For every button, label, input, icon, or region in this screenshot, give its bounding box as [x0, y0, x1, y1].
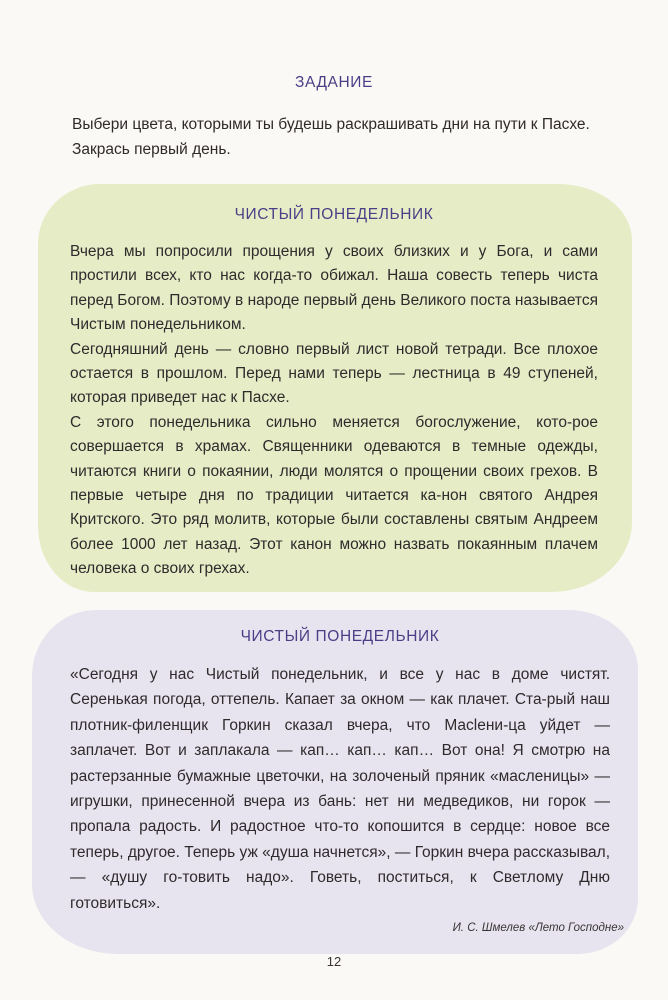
- clean-monday-info-block: [38, 184, 632, 592]
- clean-monday-quote-block: [32, 610, 638, 954]
- clean-monday-paragraph-3: С этого понедельника сильно меняется богослужение, кото-рое совершается в храмах. Священники одеваются в темные одежды, читаются книги о покаянии, люди молятся о прощении своих грехов. В первые четыре дня по традиции читается ка-нон святого Андрея Критского. Это ряд молитв, которые были составлены святым Андреем более 1000 лет назад. Этот канон можно назвать покаянным плачем человека о своих грехах.: [70, 413, 598, 578]
- quote-text: «Сегодня у нас Чистый понедельник, и все у нас в доме чистят. Серенькая погода, оттепель. Капает за окном — как плачет. Ста-рый наш плотник-филенщик Горкин сказал вчера, что Масleни-ца уйдет — заплачет. Вот и заплакала — кап… кап… кап… Вот она! Я смотрю на растерзанные бумажные цветочки, на золоченый пряник «масленицы» — игрушки, принесенной вчера из бань: нет ни медведиков, ни горок — пропала радость. И радостное что-то копошится в сердце: новое все теперь, другое. Теперь уж «душа начнется», — Горкин вчера рассказывал, — «душу го-товить надо». Говеть, поститься, к Светлому Дню готовиться».: [70, 666, 610, 912]
- clean-monday-paragraph-2: Сегодняшний день — словно первый лист новой тетради. Все плохое остается в прошлом. Перед нами теперь — лестница в 49 ступеней, которая приведет нас к Пасхе.: [70, 340, 598, 407]
- clean-monday-text: [70, 240, 598, 582]
- task-heading: ЗАДАНИЕ: [295, 74, 373, 91]
- quote-attribution: И. С. Шмелев «Лето Господне»: [452, 922, 624, 934]
- task-text: Выбери цвета, которыми ты будешь раскрашивать дни на пути к Пасхе. Закрась первый день.: [72, 116, 590, 158]
- clean-monday-paragraph-1: Вчера мы попросили прощения у своих близких и у Бога, и сами простили всех, кто нас когда-то обижал. Наша совесть теперь чиста перед Богом. Поэтому в народе первый день Великого поста называется Чистым понедельником.: [70, 243, 598, 334]
- clean-monday-heading: ЧИСТЫЙ ПОНЕДЕЛЬНИК: [234, 206, 434, 223]
- quote-heading: ЧИСТЫЙ ПОНЕДЕЛЬНИК: [240, 628, 440, 645]
- page-number: 12: [326, 954, 342, 969]
